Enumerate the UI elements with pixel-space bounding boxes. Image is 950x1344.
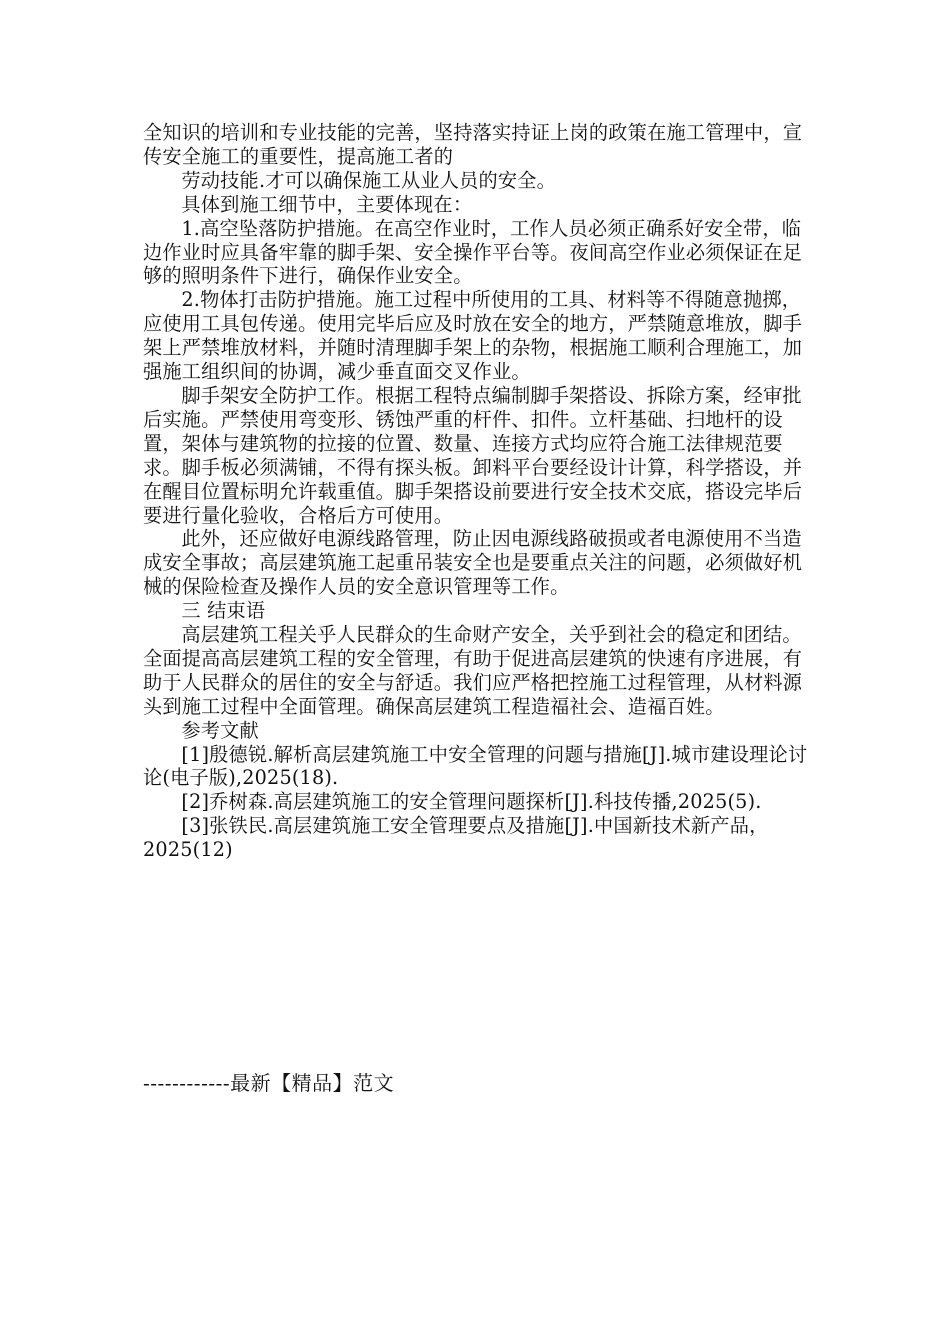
paragraph-fall-protection: 1.高空坠落防护措施。在高空作业时，工作人员必须正确系好安全带，临边作业时应具备牢靠的脚手架、安全操作平台等。夜间高空作业必须保证在足够的照明条件下进行，确保作业安全。 xyxy=(143,216,803,288)
paragraph-continuation: 全知识的培训和专业技能的完善，坚持落实持证上岗的政策在施工管理中，宣传安全施工的重要性，提高施工者的 xyxy=(143,121,803,168)
document-body xyxy=(143,121,813,862)
paragraph-power-lines: 此外，还应做好电源线路管理，防止因电源线路破损或者电源使用不当造成安全事故；高层建筑施工起重吊装安全也是要重点关注的问题，必须做好机械的保险检查及操作人员的安全意识管理等工作。 xyxy=(143,527,803,599)
paragraph-object-strike: 2.物体打击防护措施。施工过程中所使用的工具、材料等不得随意抛掷，应使用工具包传递。使用完毕后应及时放在安全的地方，严禁随意堆放，脚手架上严禁堆放材料，并随时清理脚手架上的杂物，根据施工顺利合理施工，加强施工组织间的协调，减少垂直面交叉作业。 xyxy=(143,288,803,384)
paragraph-labor-skills: 劳动技能.才可以确保施工从业人员的安全。 xyxy=(181,168,557,192)
reference-item: [2]乔树森.高层建筑施工的安全管理问题探析[J].科技传播,2025(5). xyxy=(181,790,762,814)
paragraph-details-intro: 具体到施工细节中，主要体现在： xyxy=(181,192,473,216)
references-heading: 参考文献 xyxy=(181,718,259,742)
reference-item: [3]张铁民.高层建筑施工安全管理要点及措施[J].中国新技术新产品，2025(12) xyxy=(143,814,769,862)
reference-item: [1]殷德锐.解析高层建筑施工中安全管理的问题与措施[J].城市建设理论讨论(电子版),2025(18). xyxy=(143,742,808,790)
footer-banner: ------------最新【精品】范文 xyxy=(143,1071,395,1095)
paragraph-scaffold: 脚手架安全防护工作。根据工程特点编制脚手架搭设、拆除方案，经审批后实施。严禁使用弯变形、锈蚀严重的杆件、扣件。立杆基础、扫地杆的设置，架体与建筑物的拉接的位置、数量、连接方式均应符合施工法律规范要求。脚手板必须满铺，不得有探头板。卸料平台要经设计计算，科学搭设，并在醒目位置标明允许载重值。脚手架搭设前要进行安全技术交底，搭设完毕后要进行量化验收，合格后方可使用。 xyxy=(143,383,803,527)
paragraph-conclusion: 高层建筑工程关乎人民群众的生命财产安全，关乎到社会的稳定和团结。全面提高高层建筑工程的安全管理，有助于促进高层建筑的快速有序进展，有助于人民群众的居住的安全与舒适。我们应严格把控施工过程管理，从材料源头到施工过程中全面管理。确保高层建筑工程造福社会、造福百姓。 xyxy=(143,623,803,718)
section-heading-conclusion: 三 结束语 xyxy=(181,599,266,623)
